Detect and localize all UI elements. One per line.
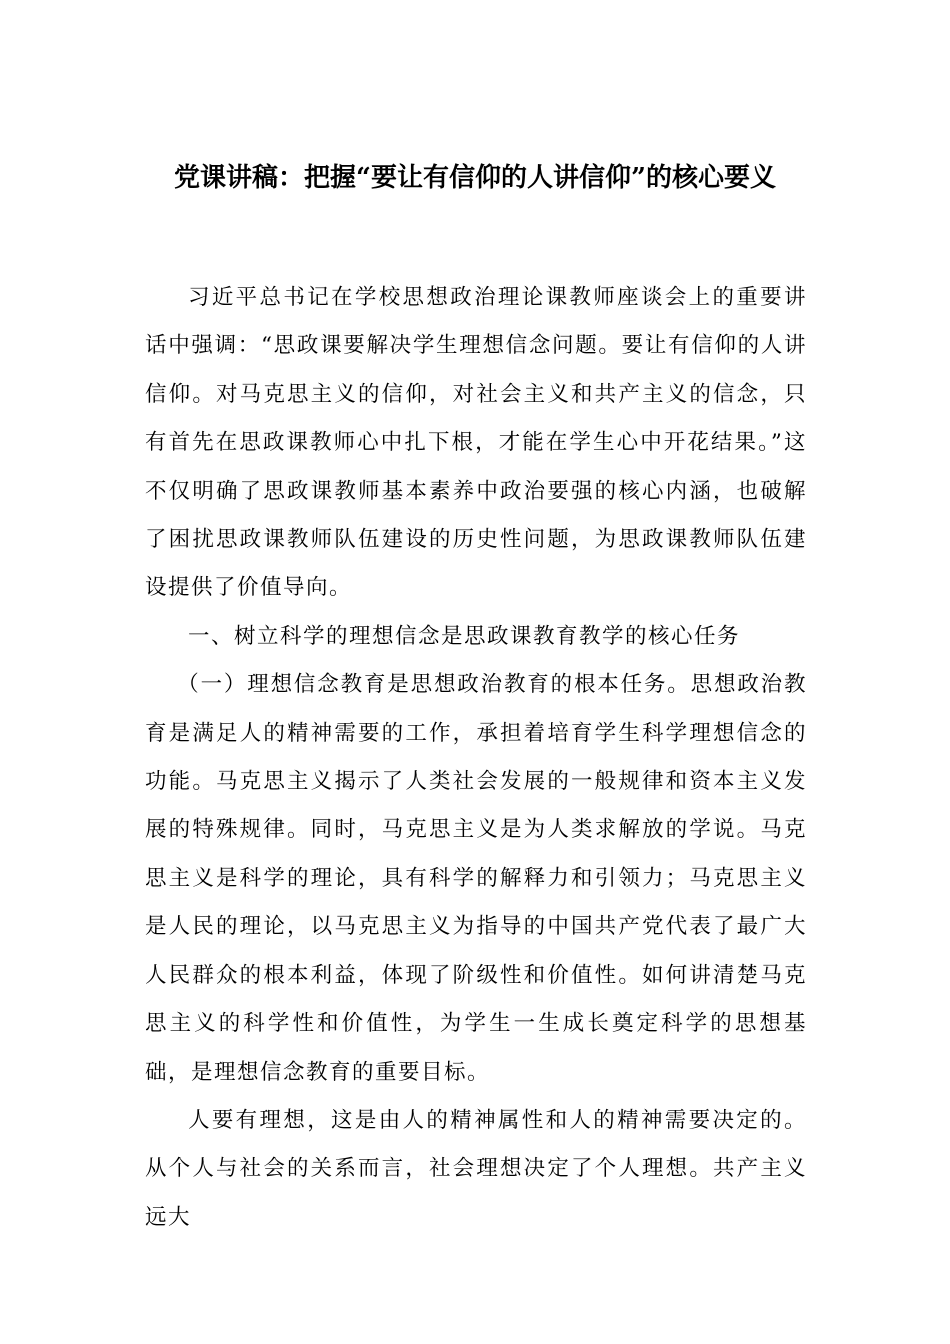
document-body [145, 274, 807, 1242]
subsection-paragraph-1: （一）理想信念教育是思想政治教育的根本任务。思想政治教育是满足人的精神需要的工作，承担着培育学生科学理想信念的功能。马克思主义揭示了人类社会发展的一般规律和资本主义发展的特殊规律。同时，马克思主义是为人类求解放的学说。马克思主义是科学的理论，具有科学的解释力和引领力；马克思主义是人民的理论，以马克思主义为指导的中国共产党代表了最广大人民群众的根本利益，体现了阶级性和价值性。如何讲清楚马克思主义的科学性和价值性，为学生一生成长奠定科学的思想基础，是理想信念教育的重要目标。 [145, 672, 807, 1085]
section-heading-1: 一、树立科学的理想信念是思政课教育教学的核心任务 [188, 623, 741, 649]
intro-paragraph: 习近平总书记在学校思想政治理论课教师座谈会上的重要讲话中强调：“思政课要解决学生理想信念问题。要让有信仰的人讲信仰。对马克思主义的信仰，对社会主义和共产主义的信念，只有首先在思政课教师心中扎下根，才能在学生心中开花结果。”这不仅明确了思政课教师基本素养中政治要强的核心内涵，也破解了困扰思政课教师队伍建设的历史性问题，为思政课教师队伍建设提供了价值导向。 [145, 285, 807, 601]
document-title: 党课讲稿：把握“要让有信仰的人讲信仰”的核心要义 [174, 163, 776, 193]
body-paragraph: 人要有理想，这是由人的精神属性和人的精神需要决定的。从个人与社会的关系而言，社会理想决定了个人理想。共产主义远大 [145, 1107, 807, 1230]
